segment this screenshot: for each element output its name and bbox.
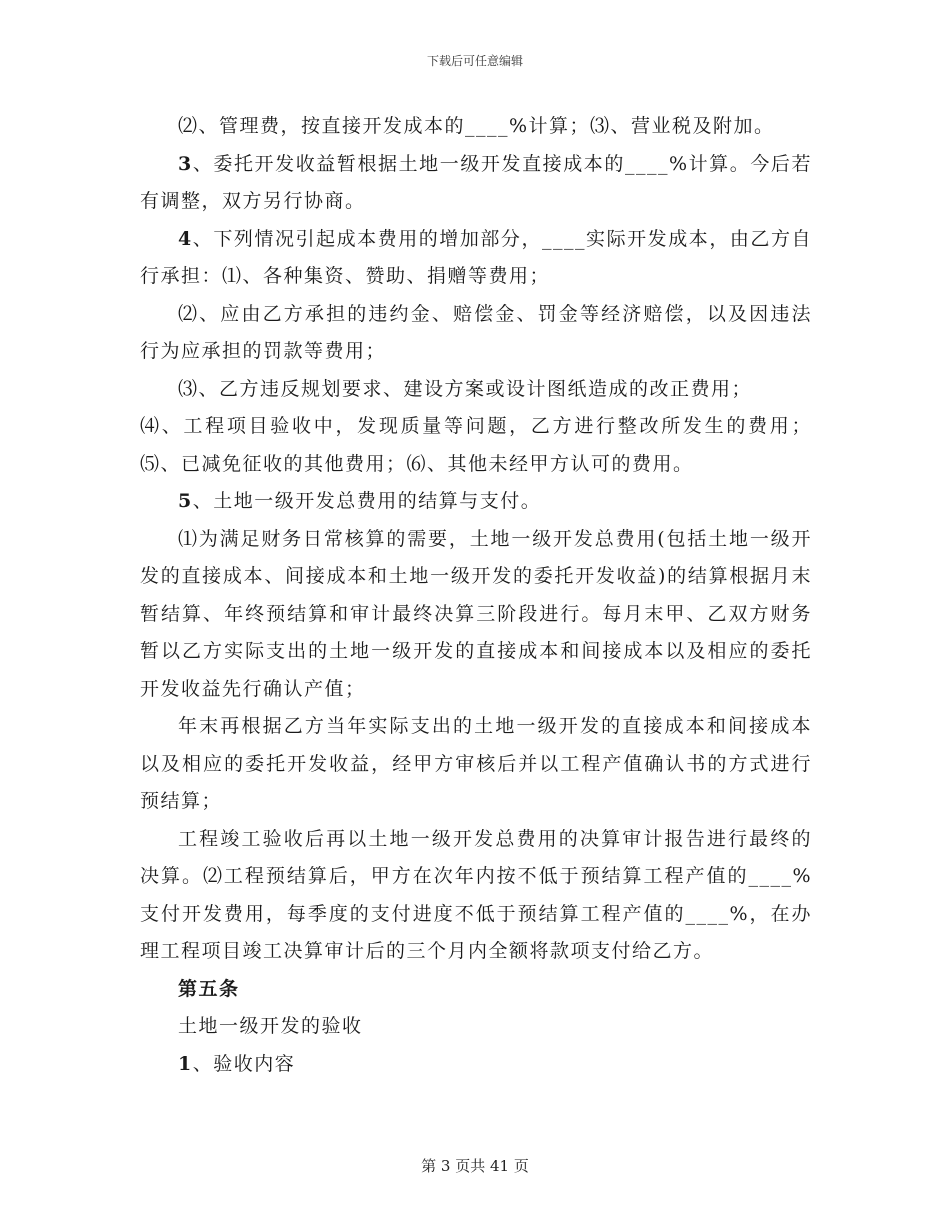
paragraph-settlement-heading: 5、土地一级开发总费用的结算与支付。 (178, 490, 542, 512)
paragraph-planning-violation: ⑶、乙方违反规划要求、建设方案或设计图纸造成的改正费用； (178, 377, 753, 400)
paragraph-cost-increase: 4、下列情况引起成本费用的增加部分，____实际开发成本，由乙方自行承担：⑴、各种集资、赞助、捐赠等费用； (140, 227, 812, 287)
paragraph-management-fee: ⑵、管理费，按直接开发成本的____%计算；⑶、营业税及附加。 (178, 115, 775, 137)
document-body (140, 108, 812, 1083)
section-item-acceptance-content: 1、验收内容 (178, 1052, 296, 1075)
paragraph-penalties: ⑵、应由乙方承担的违约金、赔偿金、罚金等经济赔偿，以及因违法行为应承担的罚款等费用； (140, 302, 812, 362)
page-header-note: 下载后可任意编辑 (426, 54, 523, 68)
section-subtitle: 土地一级开发的验收 (178, 1015, 363, 1037)
section-title: 第五条 (178, 977, 240, 1000)
paragraph-monthly-settlement: ⑴为满足财务日常核算的需要，土地一级开发总费用(包括土地一级开发的直接成本、间接成本和土地一级开发的委托开发收益)的结算根据月末暂结算、年终预结算和审计最终决算三阶段进行。每月末甲、乙双方财务暂以乙方实际支出的土地一级开发的直接成本和间接成本以及相应的委托开发收益先行确认产值； (140, 527, 812, 700)
page-number: 第 3 页共 41 页 (421, 1157, 529, 1175)
paragraph-final-settlement: 工程竣工验收后再以土地一级开发总费用的决算审计报告进行最终的决算。⑵工程预结算后，甲方在次年内按不低于预结算工程产值的____%支付开发费用，每季度的支付进度不低于预结算工程产值的____%，在办理工程项目竣工决算审计后的三个月内全额将款项支付给乙方。 (140, 827, 812, 962)
paragraph-annual-settlement: 年末再根据乙方当年实际支出的土地一级开发的直接成本和间接成本以及相应的委托开发收益，经甲方审核后并以工程产值确认书的方式进行预结算； (140, 715, 812, 812)
paragraph-rectification: ⑷、工程项目验收中，发现质量等问题，乙方进行整改所发生的费用；⑸、已减免征收的其他费用；⑹、其他未经甲方认可的费用。 (140, 415, 812, 475)
paragraph-commission-income: 3、委托开发收益暂根据土地一级开发直接成本的____%计算。今后若有调整，双方另行协商。 (140, 152, 812, 212)
